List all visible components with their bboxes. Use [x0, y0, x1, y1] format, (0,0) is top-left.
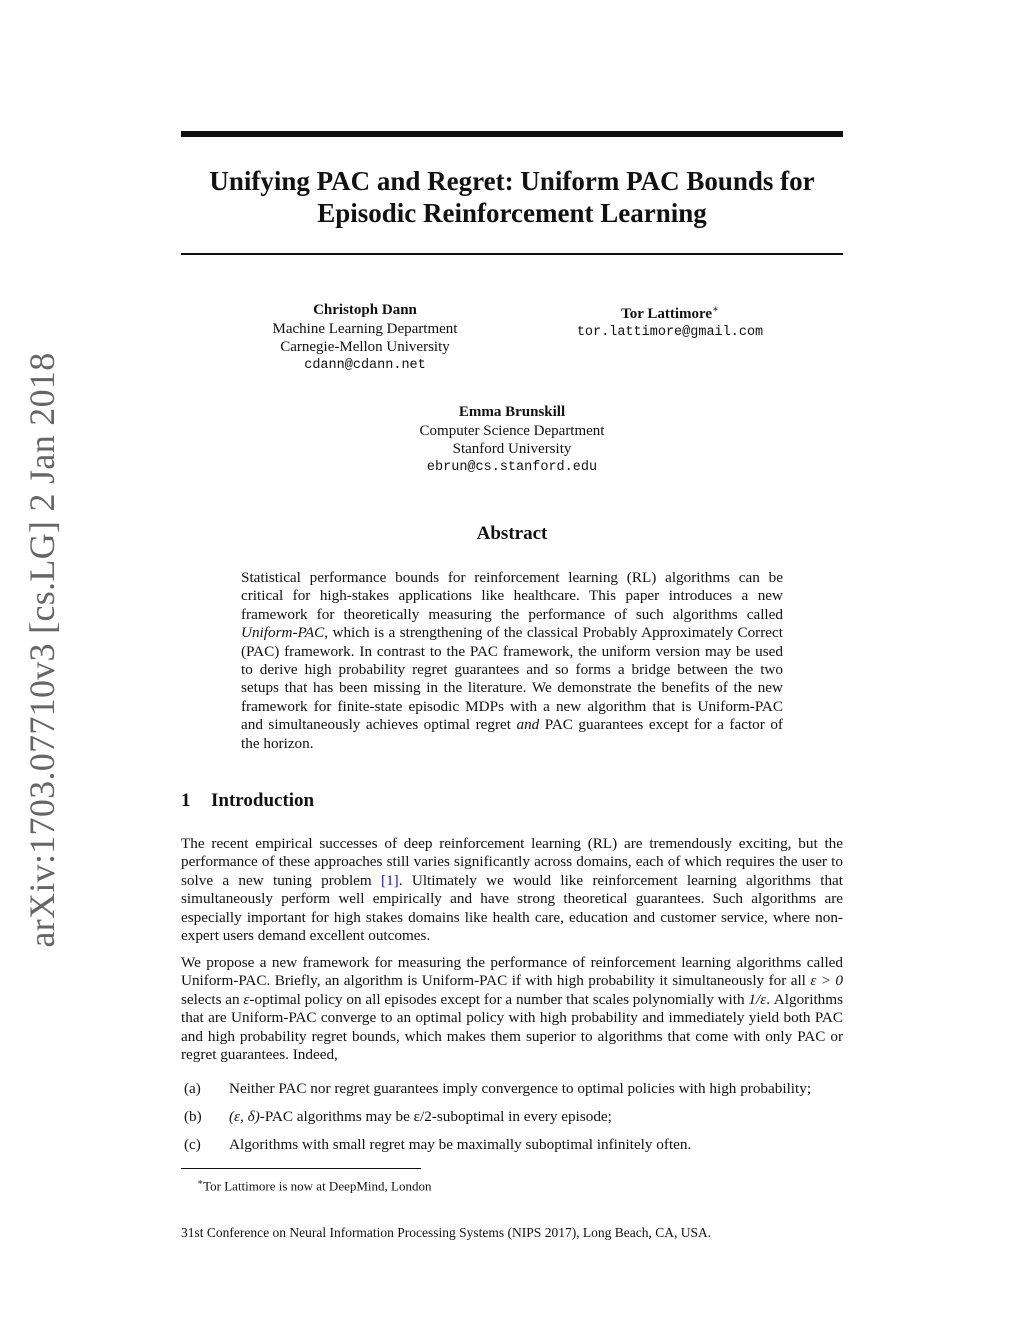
section-number: 1 — [181, 790, 191, 811]
section-heading-introduction — [181, 790, 314, 812]
title-bottom-rule — [181, 253, 843, 255]
math-expression: ε — [243, 990, 250, 1008]
footnote-marker[interactable]: ∗ — [712, 304, 719, 315]
title-line-1: Unifying PAC and Regret: Uniform PAC Bounds for — [209, 166, 815, 196]
author-name: Tor Lattimore∗ — [621, 304, 719, 322]
paper-title — [181, 165, 843, 229]
footnote-text: Tor Lattimore is now at DeepMind, London — [203, 1178, 432, 1194]
list-item: (b) (ε, δ)-PAC algorithms may be ε/2-suboptimal in every episode; — [184, 1107, 612, 1125]
arxiv-identifier: arXiv:1703.07710v3 [cs.LG] 2 Jan 2018 — [22, 352, 62, 948]
math-expression: 1/ε — [748, 990, 767, 1008]
section-title: Introduction — [211, 790, 315, 811]
author-affiliation: Machine Learning Department — [272, 320, 458, 337]
author-name: Christoph Dann — [313, 302, 417, 318]
venue-footer: 31st Conference on Neural Information Processing Systems (NIPS 2017), Long Beach, CA, USA. — [181, 1225, 712, 1240]
intro-paragraph-2: We propose a new framework for measuring the performance of reinforcement learning algorithms called Uniform-PAC. Briefly, an algorithm is Uniform-PAC if with high probability it simultaneously for all ε > 0 selects an ε-optimal policy on all episodes except for a number that scales polynomially with 1/ε. Algorithms that are Uniform-PAC converge to an optimal policy with high probability and immediately yield both PAC and high probability regret bounds, which makes them superior to algorithms that come with only PAC or regret guarantees. Indeed, — [181, 954, 843, 1064]
footnote — [197, 1174, 431, 1194]
author-email[interactable]: tor.lattimore@gmail.com — [576, 324, 764, 340]
intro-paragraph-1: The recent empirical successes of deep reinforcement learning (RL) are tremendously exciting, but the performance of these approaches still varies significantly across domains, each of which requires the user to solve a new tuning problem [1]. Ultimately we would like reinforcement learning algorithms that simultaneously perform well empirically and have strong theoretical guarantees. Such algorithms are especially important for high stakes domains like health care, education and customer service, where non-expert users demand excellent outcomes. — [181, 835, 844, 945]
author-email[interactable]: ebrun@cs.stanford.edu — [426, 459, 598, 475]
list-item: (c) Algorithms with small regret may be maximally suboptimal infinitely often. — [184, 1135, 692, 1153]
author-block-brunskill — [362, 403, 662, 477]
author-email[interactable]: cdann@cdann.net — [304, 357, 426, 373]
citation-link[interactable]: [1] — [381, 871, 399, 889]
footnote-rule — [181, 1168, 421, 1169]
author-block-lattimore — [520, 301, 820, 342]
author-institution: Carnegie-Mellon University — [280, 339, 450, 355]
list-item: (a) Neither PAC nor regret guarantees imply convergence to optimal policies with high probability; — [184, 1080, 812, 1097]
emphasis-word: and — [516, 716, 540, 734]
footnote-mark: ∗ — [197, 1177, 204, 1187]
abstract-heading: Abstract — [476, 523, 548, 544]
list-label: (c) — [184, 1135, 201, 1153]
abstract-text: Statistical performance bounds for reinforcement learning (RL) algorithms can be critical for high-stakes applications like healthcare. This paper introduces a new framework for theoretically measuring the performance of such algorithms called Uniform-PAC, which is a strengthening of the classical Probably Approximately Correct (PAC) framework. In contrast to the PAC framework, the uniform version may be used to derive high probability regret guarantees and so forms a bridge between the two setups that has been missing in the literature. We demonstrate the benefits of the new framework for finite-state episodic MDPs with a new algorithm that is Uniform-PAC and simultaneously achieves optimal regret and PAC guarantees except for a factor of the horizon. — [241, 569, 783, 752]
author-institution: Stanford University — [452, 441, 572, 457]
list-label: (b) — [184, 1107, 202, 1125]
title-line-2: Episodic Reinforcement Learning — [317, 198, 707, 228]
list-label: (a) — [184, 1080, 201, 1097]
enumerated-list — [181, 1080, 861, 1164]
author-block-dann — [215, 301, 515, 375]
author-name: Emma Brunskill — [458, 404, 566, 420]
math-expression: ε > 0 — [810, 972, 843, 990]
emphasis-term: Uniform-PAC — [241, 624, 325, 642]
title-top-rule — [181, 131, 843, 137]
math-expression: (ε, δ) — [229, 1107, 260, 1125]
author-affiliation: Computer Science Department — [419, 422, 605, 439]
